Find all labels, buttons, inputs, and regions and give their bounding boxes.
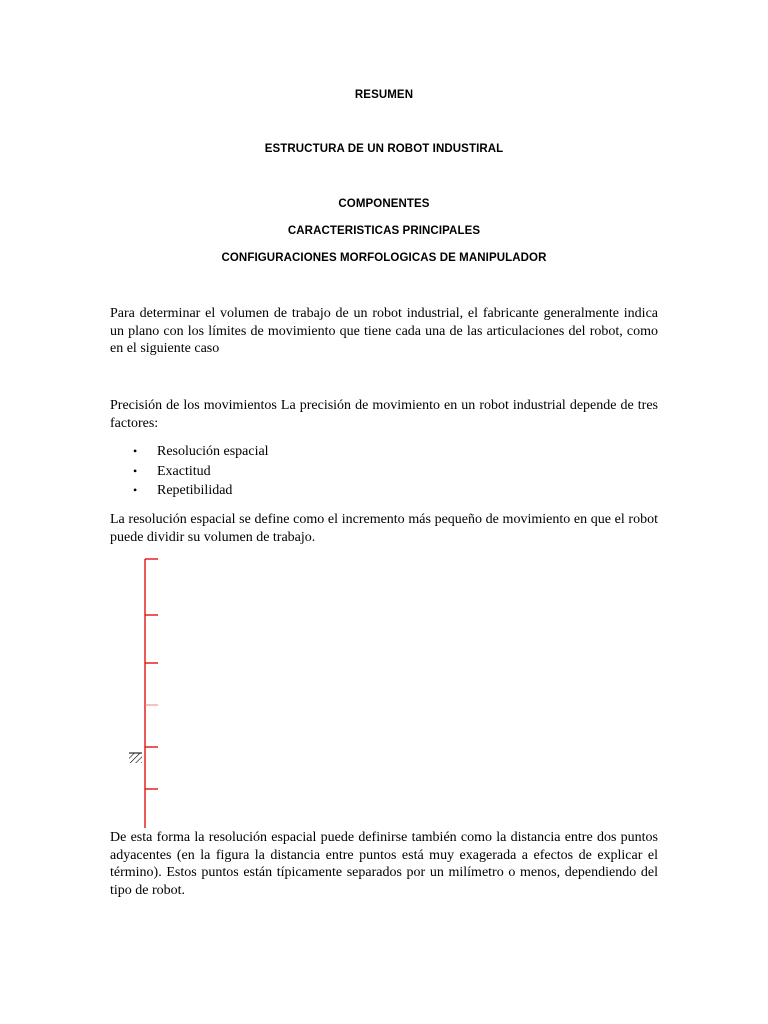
list-item [110, 442, 650, 462]
list-item [110, 462, 650, 482]
components-heading: COMPONENTES [338, 198, 430, 210]
bullet-icon: • [133, 483, 138, 497]
work-volume-paragraph: Para determinar el volumen de trabajo de un robot industrial, el fabricante generalmente indica un plano con los límites de movimiento que tiene cada una de las articulaciones del robot, como en el siguiente caso [110, 306, 658, 356]
bullet-icon: • [133, 463, 138, 478]
list-item-label: Resolución espacial [157, 444, 269, 459]
characteristics-heading: CARACTERISTICAS PRINCIPALES [287, 225, 481, 237]
configurations-heading: CONFIGURACIONES MORFOLOGICAS DE MANIPULADOR [221, 252, 547, 264]
conclusion-paragraph: De esta forma la resolución espacial puede definirse también como la distancia entre dos puntos adyacentes (en la figura la distancia entre puntos está muy exagerada a efectos de explicar el término). Estos puntos están típicamente separados por un milímetro o menos, dependiendo del tipo de robot. [110, 830, 658, 898]
resolution-figure [120, 552, 180, 834]
structure-heading: ESTRUCTURA DE UN ROBOT INDUSTIRAL [264, 143, 504, 155]
summary-heading: RESUMEN [354, 89, 414, 101]
list-item [110, 481, 650, 501]
list-item-label: Repetibilidad [157, 483, 233, 498]
hatched-marker [129, 753, 142, 763]
precision-paragraph: Precisión de los movimientos La precisión de movimiento en un robot industrial depende de tres factores: [110, 398, 658, 431]
spatial-resolution-paragraph: La resolución espacial se define como el incremento más pequeño de movimiento en que el robot puede dividir su volumen de trabajo. [110, 512, 658, 545]
list-item-label: Exactitud [157, 463, 211, 479]
bullet-icon: • [133, 444, 138, 458]
factors-list [110, 442, 650, 501]
